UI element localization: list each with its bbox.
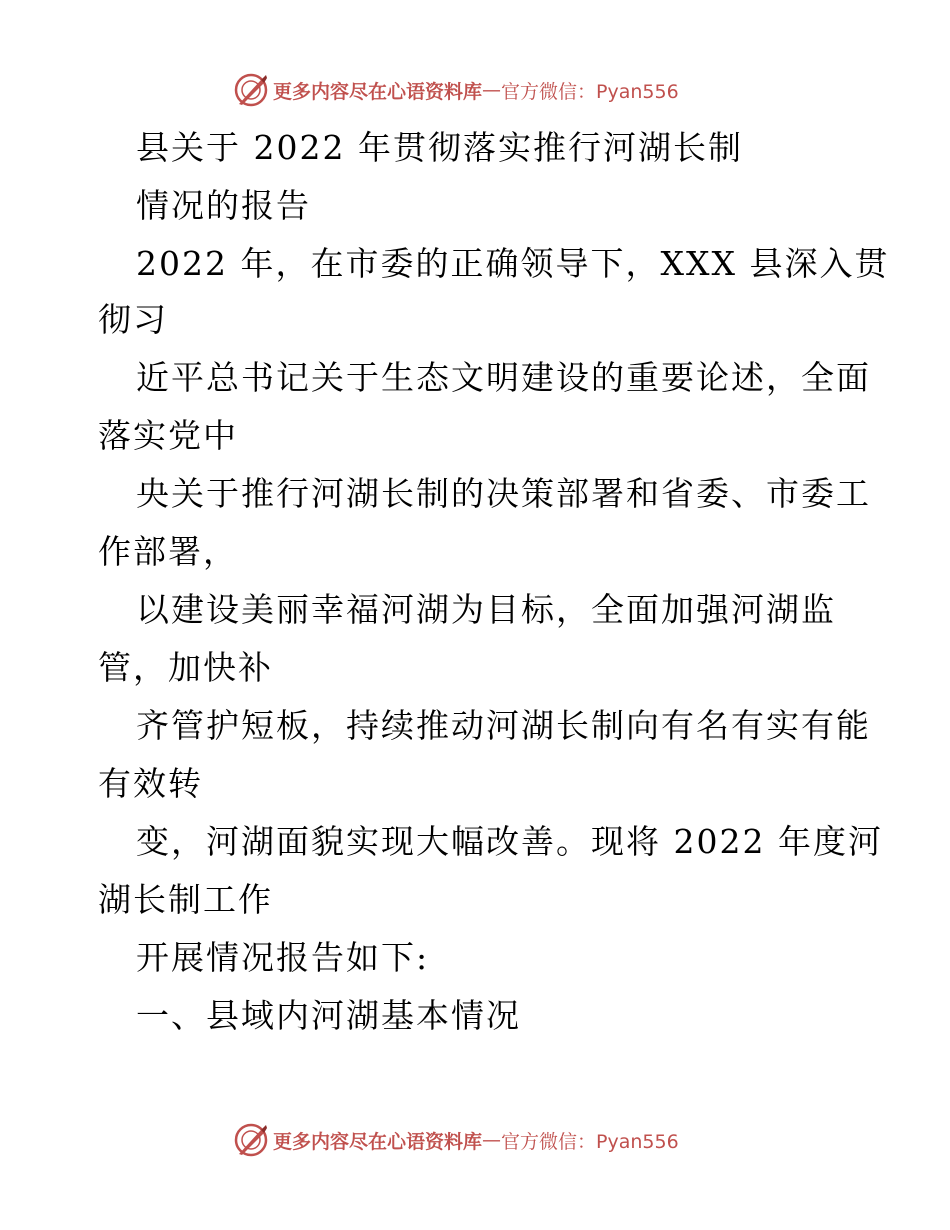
watermark-title: 更多内容尽在心语资料库 — [273, 1130, 483, 1153]
footer-watermark — [233, 1122, 679, 1158]
document-title-line-2: 情况的报告 — [136, 186, 311, 225]
paragraph-line: 齐管护短板，持续推动河湖长制向有名有实有能 — [136, 706, 871, 745]
paragraph-line: 湖长制工作 — [98, 880, 273, 919]
paragraph-line: 落实党中 — [98, 416, 238, 455]
header-watermark — [233, 72, 679, 108]
paragraph-line: 以建设美丽幸福河湖为目标，全面加强河湖监 — [136, 590, 836, 629]
section-heading: 一、县域内河湖基本情况 — [136, 996, 521, 1035]
paragraph-line: 央关于推行河湖长制的决策部署和省委、市委工 — [136, 474, 871, 513]
watermark-wechat: 官方微信：Pyan556 — [501, 80, 679, 103]
watermark-dash: — — [482, 79, 502, 101]
quill-logo-icon — [233, 1122, 269, 1158]
watermark-wechat: 官方微信：Pyan556 — [501, 1130, 679, 1153]
document-title-line-1: 县关于 2022 年贯彻落实推行河湖长制 — [136, 128, 743, 167]
paragraph-line: 变，河湖面貌实现大幅改善。现将 2022 年度河 — [136, 822, 883, 861]
paragraph-line: 有效转 — [98, 764, 203, 803]
watermark-dash: — — [482, 1129, 502, 1151]
paragraph-line: 作部署， — [98, 532, 238, 571]
quill-logo-icon — [233, 72, 269, 108]
paragraph-line: 2022 年，在市委的正确领导下，XXX 县深入贯 — [136, 244, 890, 283]
paragraph-line: 管，加快补 — [98, 648, 273, 687]
watermark-title: 更多内容尽在心语资料库 — [273, 80, 483, 103]
paragraph-line: 彻习 — [98, 300, 168, 339]
paragraph-line: 开展情况报告如下: — [136, 938, 430, 977]
paragraph-line: 近平总书记关于生态文明建设的重要论述，全面 — [136, 358, 871, 397]
